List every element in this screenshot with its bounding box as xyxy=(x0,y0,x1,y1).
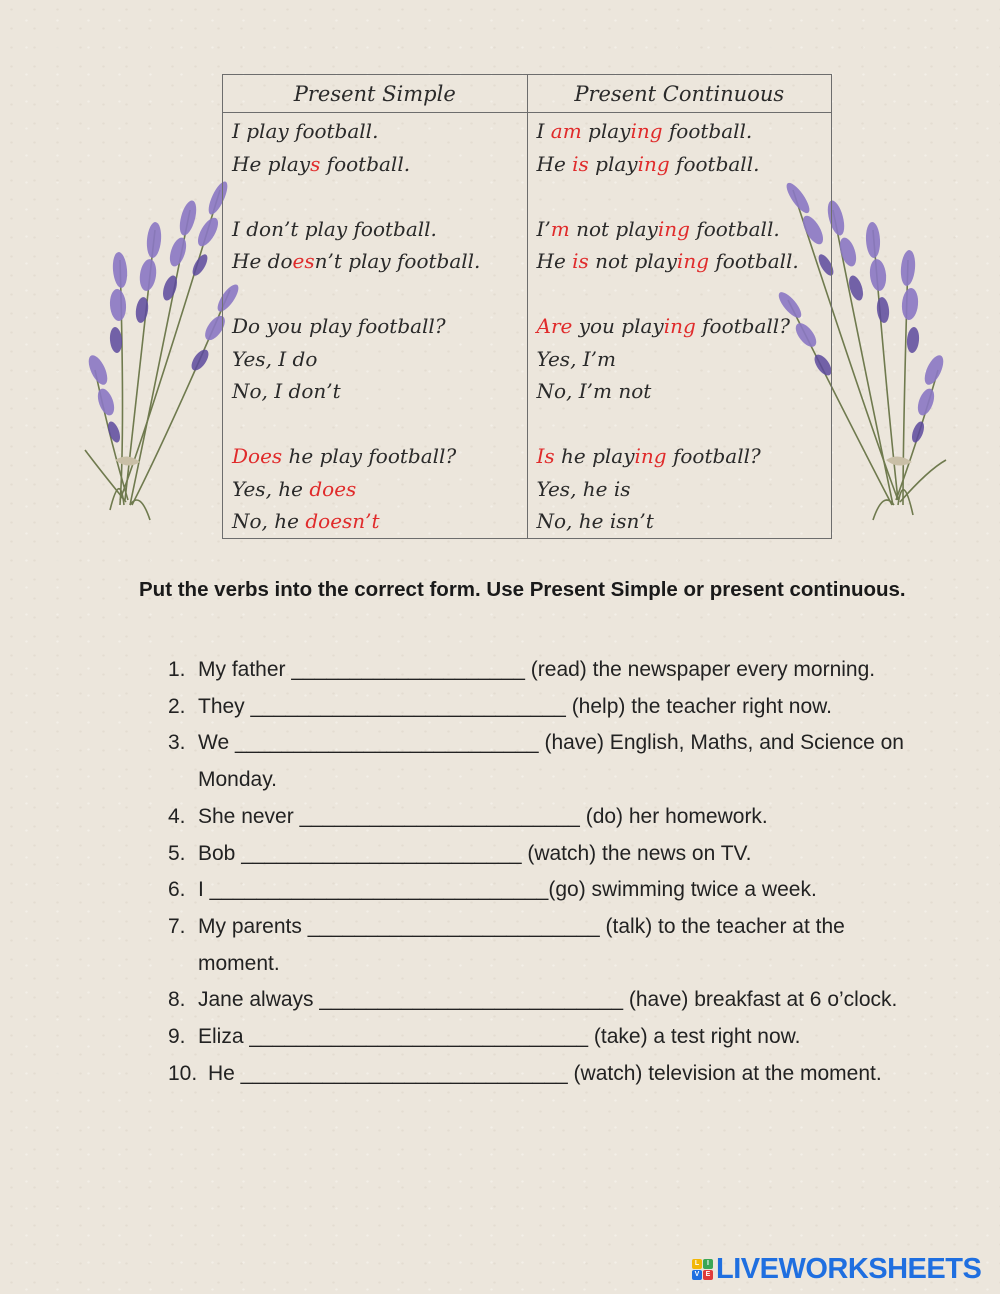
brand-text: LIVEWORKSHEETS xyxy=(716,1253,982,1285)
exercise-number: 10. xyxy=(168,1061,198,1085)
sentence-text: Yes, he is xyxy=(536,476,631,501)
highlighted-text: ing xyxy=(676,249,710,273)
sentence-text: he play xyxy=(554,444,635,468)
group-spacer xyxy=(232,180,519,213)
exercise-number: 7. xyxy=(168,914,186,938)
highlighted-text: doesn’t xyxy=(305,509,380,533)
sentence-text: He xyxy=(536,249,573,273)
exercise-item xyxy=(168,909,928,982)
sentence-text: I don’t play football. xyxy=(232,216,437,241)
sentence-text: No, he isn’t xyxy=(536,509,654,533)
sentence-text: you play xyxy=(572,314,664,338)
exercise-item xyxy=(168,1056,928,1093)
exercise-text: I _____________________________(go) swimming twice a week. xyxy=(198,878,817,902)
group-spacer xyxy=(232,408,519,441)
exercise-text: She never ________________________ (do) her homework. xyxy=(198,804,768,828)
sentence-text: football. xyxy=(320,151,411,176)
sentence-text: I’ xyxy=(536,216,551,241)
sentence-text: I xyxy=(536,119,551,143)
exercise-number: 5. xyxy=(168,841,186,865)
sentence-text: football? xyxy=(695,314,790,338)
exercise-item xyxy=(168,652,928,689)
highlighted-text: ing xyxy=(630,119,663,143)
exercise-number: 4. xyxy=(168,804,186,828)
highlighted-text: Does xyxy=(232,444,283,468)
highlighted-text: ing xyxy=(657,216,690,241)
sentence-text: Yes, he xyxy=(232,476,310,501)
example-sentence xyxy=(537,245,824,278)
example-sentence xyxy=(232,213,519,246)
logo-blocks-icon xyxy=(692,1259,713,1280)
sentence-text: I play football. xyxy=(232,119,379,143)
example-sentence xyxy=(232,115,519,148)
example-sentence xyxy=(232,440,519,473)
group-spacer xyxy=(537,180,824,213)
highlighted-text: es xyxy=(292,249,315,273)
sentence-text: not play xyxy=(588,249,677,273)
exercise-number: 9. xyxy=(168,1025,186,1049)
example-sentence xyxy=(232,375,519,408)
sentence-text: No, he xyxy=(232,509,306,533)
group-spacer xyxy=(537,278,824,311)
exercise-item xyxy=(168,725,928,798)
group-spacer xyxy=(537,408,824,441)
sentence-text: He play xyxy=(232,151,311,176)
logo-block: L xyxy=(692,1259,702,1269)
example-sentence xyxy=(232,505,519,538)
exercise-text: We __________________________ (have) English, Maths, and Science on Monday. xyxy=(198,731,904,792)
exercise-number: 3. xyxy=(168,731,186,755)
sentence-text: He do xyxy=(232,249,293,273)
sentence-text: No, I don’t xyxy=(232,379,341,403)
exercise-text: Eliza _____________________________ (take) a test right now. xyxy=(198,1025,801,1049)
grammar-table xyxy=(222,74,832,539)
example-sentence xyxy=(537,213,824,246)
exercise-text: He ____________________________ (watch) television at the moment. xyxy=(208,1061,882,1085)
exercise-item xyxy=(168,982,928,1019)
header-present-continuous: Present Continuous xyxy=(527,75,832,113)
exercise-item xyxy=(168,799,928,836)
header-present-simple: Present Simple xyxy=(223,75,528,113)
sentence-text: Do you play football? xyxy=(232,314,446,338)
example-sentence xyxy=(537,343,824,376)
example-sentence xyxy=(537,115,824,148)
group-spacer xyxy=(232,278,519,311)
example-sentence xyxy=(537,375,824,408)
exercise-text: My parents _________________________ (talk) to the teacher at the moment. xyxy=(198,914,845,975)
example-sentence xyxy=(232,310,519,343)
sentence-text: play xyxy=(588,151,638,176)
sentence-text: football? xyxy=(666,444,761,468)
example-sentence xyxy=(232,343,519,376)
sentence-text: Yes, I do xyxy=(232,346,318,371)
exercise-item xyxy=(168,689,928,726)
highlighted-text: am xyxy=(550,119,582,143)
example-sentence xyxy=(232,473,519,506)
highlighted-text: is xyxy=(572,249,589,273)
logo-block: E xyxy=(703,1270,713,1280)
exercise-text: My father ____________________ (read) the newspaper every morning. xyxy=(198,658,876,681)
sentence-text: not play xyxy=(569,216,658,241)
highlighted-text: Is xyxy=(536,444,555,468)
exercise-number: 8. xyxy=(168,988,186,1012)
highlighted-text: ing xyxy=(634,444,667,468)
exercise-number: 2. xyxy=(168,694,186,718)
exercise-number: 6. xyxy=(168,878,186,902)
sentence-text: play xyxy=(581,119,631,143)
highlighted-text: Are xyxy=(536,314,573,338)
example-sentence xyxy=(232,148,519,181)
highlighted-text: does xyxy=(309,476,357,501)
sentence-text: football. xyxy=(662,119,753,143)
present-continuous-column xyxy=(527,113,832,539)
highlighted-text: ing xyxy=(663,314,696,338)
logo-block: V xyxy=(692,1270,702,1280)
highlighted-text: s xyxy=(310,151,321,176)
example-sentence xyxy=(537,310,824,343)
sentence-text: football. xyxy=(669,151,760,176)
sentence-text: n’t play football. xyxy=(314,249,481,273)
example-sentence xyxy=(537,148,824,181)
exercise-item xyxy=(168,836,928,873)
liveworksheets-logo xyxy=(692,1253,982,1285)
sentence-text: he play football? xyxy=(282,444,457,468)
exercise-item xyxy=(168,872,928,909)
example-sentence xyxy=(537,473,824,506)
example-sentence xyxy=(232,245,519,278)
highlighted-text: ing xyxy=(637,151,670,176)
highlighted-text: m xyxy=(550,216,570,241)
sentence-text: He xyxy=(536,151,573,176)
sentence-text: Yes, I’m xyxy=(536,346,617,371)
instruction-text: Put the verbs into the correct form. Use Present Simple or present continuous. xyxy=(139,578,906,601)
sentence-text: football. xyxy=(689,216,780,241)
sentence-text: football. xyxy=(709,249,799,273)
present-simple-column xyxy=(223,113,528,539)
example-sentence xyxy=(537,440,824,473)
exercise-list xyxy=(168,652,928,1092)
logo-block: I xyxy=(703,1259,713,1269)
highlighted-text: is xyxy=(572,151,589,176)
exercise-text: Jane always __________________________ (have) breakfast at 6 o’clock. xyxy=(198,988,898,1012)
exercise-number: 1. xyxy=(168,658,186,681)
exercise-item xyxy=(168,1019,928,1056)
exercise-text: They ___________________________ (help) the teacher right now. xyxy=(198,694,833,718)
exercise-text: Bob ________________________ (watch) the news on TV. xyxy=(198,841,752,865)
example-sentence xyxy=(537,505,824,538)
sentence-text: No, I’m not xyxy=(536,379,652,403)
